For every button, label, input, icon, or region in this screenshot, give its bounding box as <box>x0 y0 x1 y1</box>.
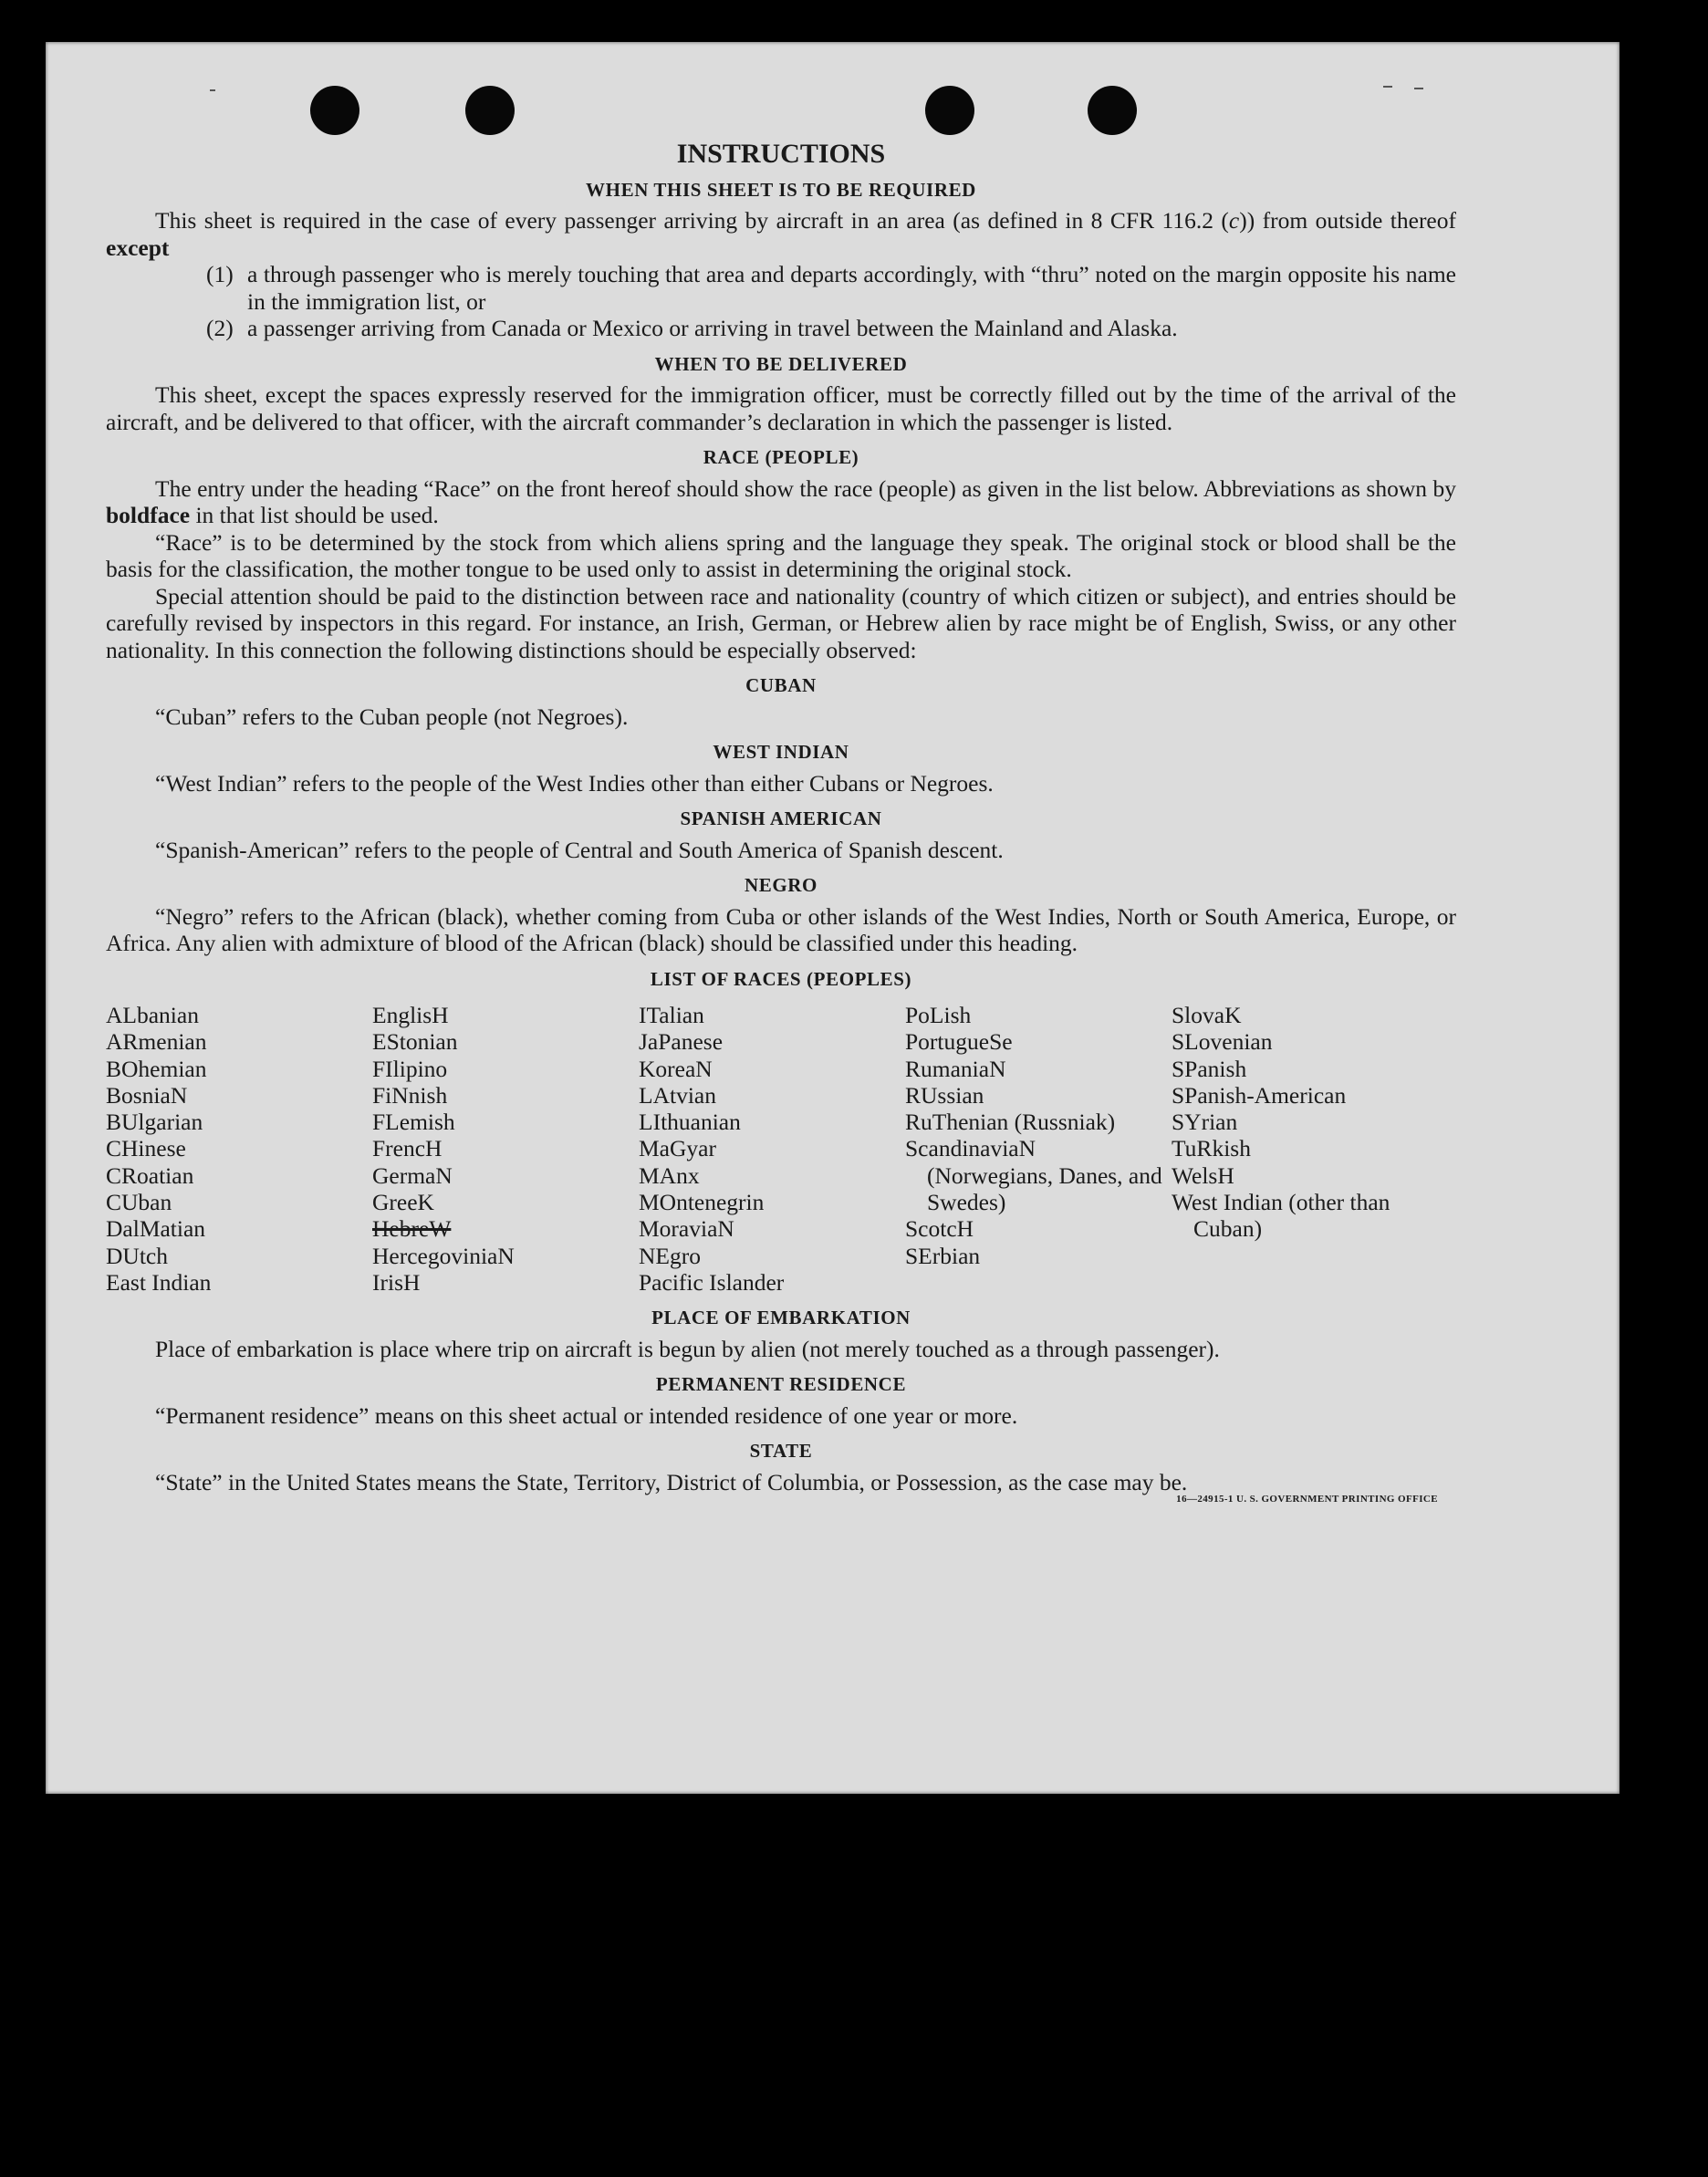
section-heading-residence: PERMANENT RESIDENCE <box>655 1373 907 1396</box>
section-heading-negro: NEGRO <box>744 874 818 896</box>
residence-text: “Permanent residence” means on this sheet actual or intended residence of one year or more. <box>155 1401 1018 1429</box>
instructions-content <box>106 141 1456 1514</box>
section-heading-embarkation: PLACE OF EMBARKATION <box>651 1307 911 1329</box>
race-entry: EnglisH <box>372 1002 449 1028</box>
races-list <box>106 1002 1456 1296</box>
section-heading-cuban: CUBAN <box>745 674 817 696</box>
race-paragraph-3: Special attention should be paid to the distinction between race and nationality (country of which citizen or subject), and entries should be carefully revised by inspectors in this regard. For instance, an Irish, German, or Hebrew alien by race might be of English, Swiss, or any other nationality. In this connection the following distinctions should be especially observed: <box>106 582 1456 663</box>
race-entry: NEgro <box>639 1242 701 1269</box>
race-entry: PoLish <box>905 1002 972 1028</box>
race-entry-struck: HebreW <box>372 1215 452 1243</box>
state-text: “State” in the United States means the State, Territory, District of Columbia, or Possession, as the case may be. <box>155 1468 1188 1495</box>
race-paragraph-2: “Race” is to be determined by the stock from which aliens spring and the language they speak. The original stock or blood shall be the basis for the classification, the mother tongue to be used only to assist in determining the original stock. <box>106 528 1456 582</box>
race-entry: EStonian <box>372 1028 458 1056</box>
required-intro <box>106 207 1456 261</box>
punch-hole <box>1088 86 1137 135</box>
embarkation-text: Place of embarkation is place where trip on aircraft is begun by alien (not merely touched as a through passenger). <box>155 1335 1220 1362</box>
race-entry: CHinese <box>106 1135 186 1162</box>
punch-hole <box>310 86 359 135</box>
section-heading-state: STATE <box>749 1440 813 1463</box>
exception-number: (1) <box>206 261 234 287</box>
race-entry: BUlgarian <box>106 1109 203 1136</box>
race-entry: SLovenian <box>1172 1028 1273 1056</box>
race-entry: Pacific Islander <box>639 1268 785 1296</box>
race-entry: CRoatian <box>106 1161 194 1189</box>
race-p1-bold: boldface <box>106 502 191 528</box>
required-intro-text-2: )) from outside thereof <box>1239 207 1456 234</box>
west-indian-text: “West Indian” refers to the people of the West Indies other than either Cubans or Negroes. <box>155 769 994 797</box>
section-heading-race: RACE (PEOPLE) <box>703 446 859 468</box>
section-heading-spanish-american: SPANISH AMERICAN <box>680 807 882 829</box>
race-entry: SlovaK <box>1172 1002 1242 1028</box>
required-intro-except: except <box>106 234 170 261</box>
race-entry: PortugueSe <box>905 1028 1013 1056</box>
races-column <box>106 1002 372 1296</box>
race-entry: ITalian <box>639 1002 704 1028</box>
punch-hole <box>925 86 974 135</box>
punch-hole <box>465 86 515 135</box>
scan-mark <box>1383 86 1392 88</box>
race-entry: KoreaN <box>639 1055 713 1082</box>
race-entry: LAtvian <box>639 1081 716 1109</box>
page-title: INSTRUCTIONS <box>676 139 886 169</box>
race-entry: East Indian <box>106 1268 212 1296</box>
race-entry: BosniaN <box>106 1081 188 1109</box>
document-page <box>46 42 1619 1794</box>
race-entry: FiNnish <box>372 1081 448 1109</box>
race-entry: FIlipino <box>372 1055 448 1082</box>
cuban-text: “Cuban” refers to the Cuban people (not Negroes). <box>155 703 629 730</box>
race-entry: FrencH <box>372 1135 443 1162</box>
race-entry: MAnx <box>639 1161 700 1189</box>
race-entry: DUtch <box>106 1242 168 1269</box>
race-paragraph-1 <box>106 475 1456 529</box>
race-entry: ScandinaviaN (Norwegians, Danes, and Swedes) <box>905 1135 1162 1216</box>
race-entry: WelsH <box>1172 1161 1234 1189</box>
negro-text: “Negro” refers to the African (black), whether coming from Cuba or other islands of the West Indies, North or South America, Europe, or Africa. Any alien with admixture of blood of the African (black) should be classified under this heading. <box>106 902 1456 956</box>
section-heading-west-indian: WEST INDIAN <box>713 741 849 763</box>
race-entry: ScotcH <box>905 1215 974 1243</box>
spanish-american-text: “Spanish-American” refers to the people of Central and South America of Spanish descent. <box>155 836 1004 863</box>
section-heading-delivered: WHEN TO BE DELIVERED <box>654 352 908 375</box>
race-entry: BOhemian <box>106 1055 207 1082</box>
scan-mark <box>210 89 215 91</box>
race-entry: JaPanese <box>639 1028 724 1056</box>
race-entry: SPanish-American <box>1172 1081 1347 1109</box>
races-column <box>1172 1002 1438 1296</box>
race-p1-text-2: in that list should be used. <box>190 502 439 528</box>
race-entry: SYrian <box>1172 1109 1238 1136</box>
race-entry: GreeK <box>372 1189 434 1216</box>
race-entry: ARmenian <box>106 1028 207 1056</box>
exception-text: a passenger arriving from Canada or Mexico or arriving in travel between the Mainland and Alaska. <box>247 315 1178 341</box>
race-entry: RuThenian (Russniak) <box>905 1109 1116 1136</box>
section-heading-required: WHEN THIS SHEET IS TO BE REQUIRED <box>586 178 976 201</box>
races-column <box>372 1002 639 1296</box>
race-entry: DalMatian <box>106 1215 206 1243</box>
race-entry: TuRkish <box>1172 1135 1251 1162</box>
race-entry: SPanish <box>1172 1055 1247 1082</box>
race-entry: HercegoviniaN <box>372 1242 515 1269</box>
race-entry: MOntenegrin <box>639 1189 765 1216</box>
exception-number: (2) <box>206 315 234 341</box>
race-entry: RumaniaN <box>905 1055 1006 1082</box>
race-entry: RUssian <box>905 1081 984 1109</box>
races-column <box>905 1002 1172 1296</box>
printer-imprint: 16—24915-1 U. S. GOVERNMENT PRINTING OFFICE <box>1176 1494 1438 1505</box>
delivered-text: This sheet, except the spaces expressly reserved for the immigration officer, must be correctly filled out by the time of the arrival of the aircraft, and be delivered to that officer, with the aircraft commander’s declaration in which the passenger is listed. <box>106 381 1456 435</box>
exception-item <box>206 315 1456 342</box>
scan-mark <box>1414 88 1423 89</box>
race-entry: IrisH <box>372 1268 421 1296</box>
required-intro-italic: c <box>1228 207 1240 234</box>
section-heading-races-list: LIST OF RACES (PEOPLES) <box>650 967 912 990</box>
race-entry: LIthuanian <box>639 1109 741 1136</box>
exception-text: a through passenger who is merely touching that area and departs accordingly, with “thru” noted on the margin opposite his name in the immigration list, or <box>247 261 1456 315</box>
exception-item <box>206 261 1456 315</box>
race-entry: CUban <box>106 1189 172 1216</box>
race-entry: SErbian <box>905 1242 981 1269</box>
races-column <box>639 1002 905 1296</box>
race-p1-text: The entry under the heading “Race” on the front hereof should show the race (people) as given in the list below. Abbreviations as shown by <box>155 474 1456 502</box>
race-entry: MaGyar <box>639 1135 716 1162</box>
required-intro-text: This sheet is required in the case of every passenger arriving by aircraft in an area (as defined in 8 CFR 116.2 ( <box>155 207 1229 234</box>
race-entry: GermaN <box>372 1161 453 1189</box>
race-entry: West Indian (other than Cuban) <box>1172 1189 1390 1243</box>
race-entry: MoraviaN <box>639 1215 734 1243</box>
race-entry: FLemish <box>372 1109 455 1136</box>
race-entry: ALbanian <box>106 1002 199 1028</box>
